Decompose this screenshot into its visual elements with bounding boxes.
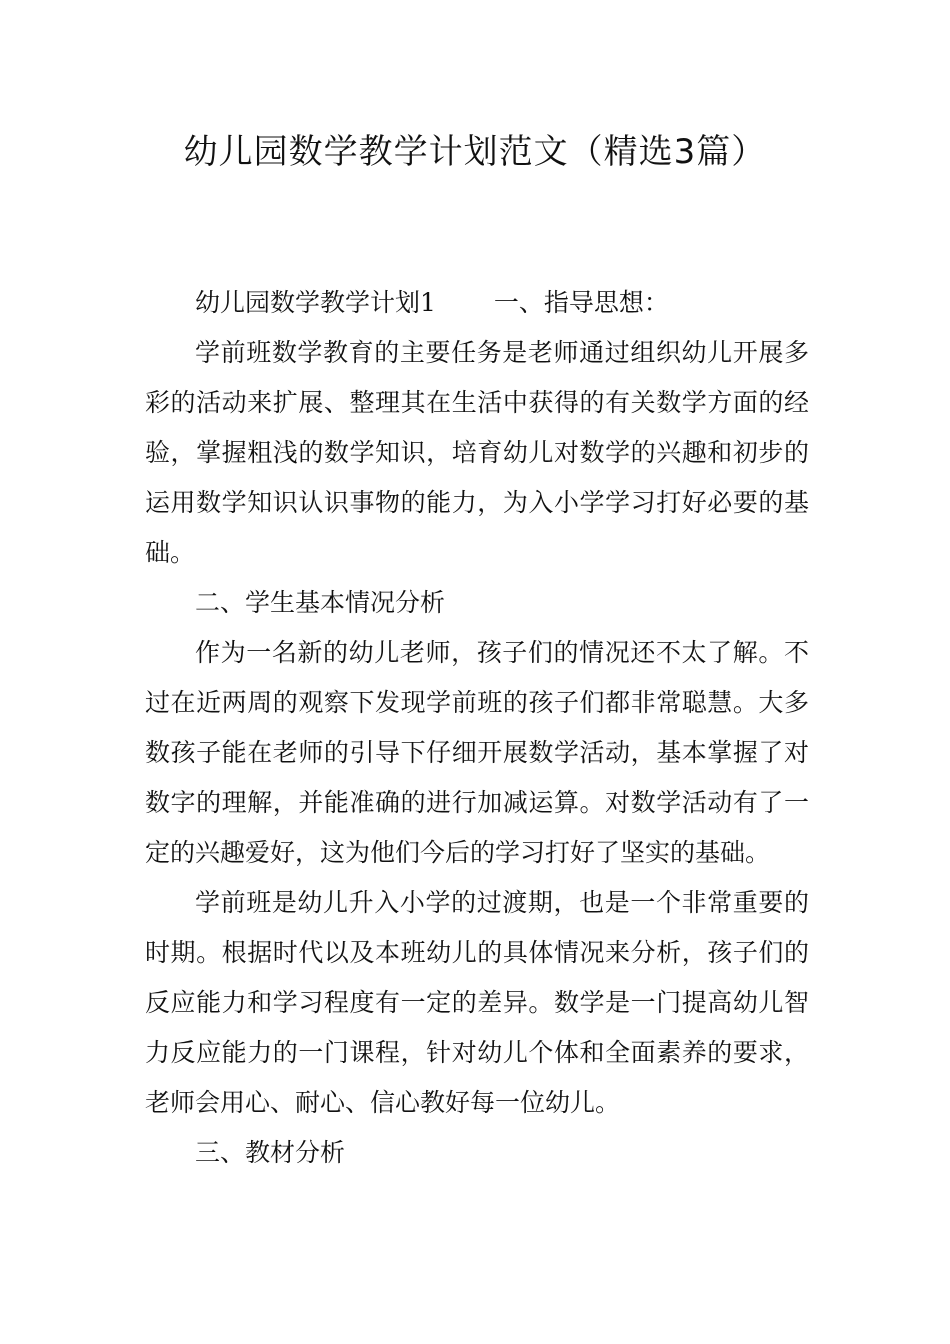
intro-line [145, 278, 809, 328]
paragraph-guiding-ideology: 学前班数学教育的主要任务是老师通过组织幼儿开展多彩的活动来扩展、整理其在生活中获得的有关数学方面的经验，掌握粗浅的数学知识，培育幼儿对数学的兴趣和初步的运用数学知识认识事物的能力，为入小学学习打好必要的基础。 [145, 338, 809, 567]
heading-guiding-ideology: 一、指导思想： [493, 288, 669, 317]
section-heading: 幼儿园数学教学计划1 [195, 288, 436, 317]
document-title: 幼儿园数学教学计划范文（精选3篇） [183, 132, 767, 172]
heading-textbook-analysis: 三、教材分析 [195, 1138, 346, 1167]
heading-student-analysis: 二、学生基本情况分析 [195, 588, 446, 617]
paragraph-student-analysis-1: 作为一名新的幼儿老师，孩子们的情况还不太了解。不过在近两周的观察下发现学前班的孩子们都非常聪慧。大多数孩子能在老师的引导下仔细开展数学活动，基本掌握了对数字的理解，并能准确的进行加减运算。对数学活动有了一定的兴趣爱好，这为他们今后的学习打好了坚实的基础。 [145, 638, 809, 867]
document-body [145, 278, 809, 1178]
paragraph-student-analysis-2: 学前班是幼儿升入小学的过渡期，也是一个非常重要的时期。根据时代以及本班幼儿的具体情况来分析，孩子们的反应能力和学习程度有一定的差异。数学是一门提高幼儿智力反应能力的一门课程，针对幼儿个体和全面素养的要求，老师会用心、耐心、信心教好每一位幼儿。 [145, 888, 809, 1117]
